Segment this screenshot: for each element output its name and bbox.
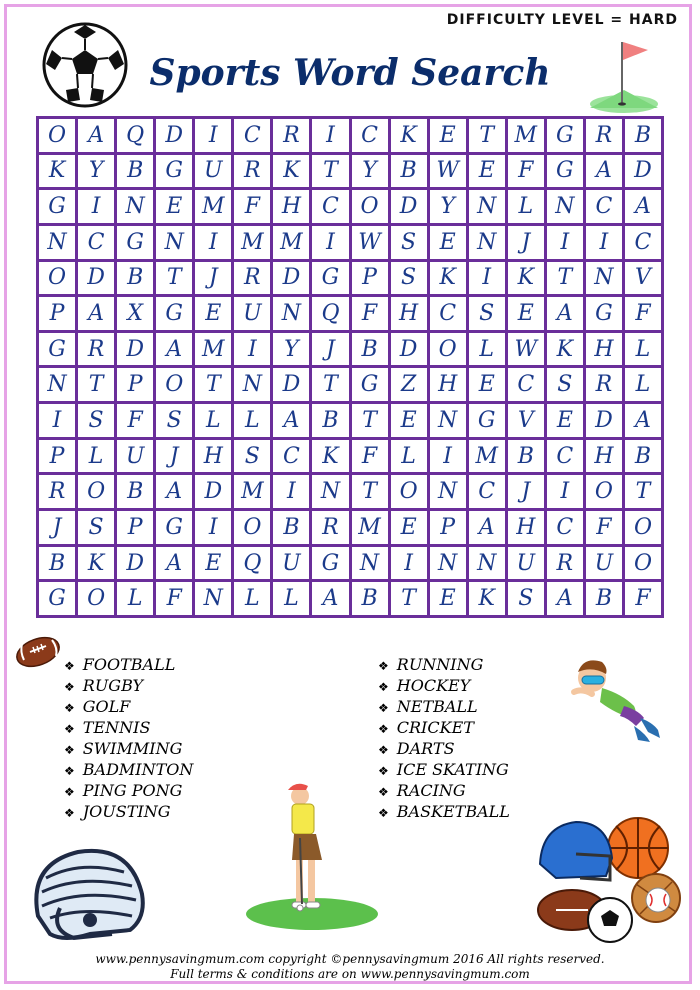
grid-cell: T — [352, 475, 388, 508]
grid-cell: Q — [117, 119, 153, 152]
grid-cell: M — [195, 190, 231, 223]
grid-cell: D — [78, 262, 114, 295]
grid-cell: E — [469, 368, 505, 401]
word-list-item — [64, 654, 193, 675]
grid-cell: E — [391, 404, 427, 437]
grid-cell: S — [78, 511, 114, 544]
grid-cell: G — [547, 155, 583, 188]
grid-cell: D — [117, 547, 153, 580]
word-list-item — [378, 801, 510, 822]
word-search-grid — [36, 116, 664, 618]
grid-cell: O — [39, 119, 75, 152]
grid-cell: T — [352, 404, 388, 437]
grid-cell: C — [547, 511, 583, 544]
grid-cell: N — [273, 297, 309, 330]
grid-cell: U — [586, 547, 622, 580]
word-label: FOOTBALL — [82, 655, 176, 674]
grid-cell: N — [39, 368, 75, 401]
grid-cell: S — [391, 226, 427, 259]
grid-cell: B — [391, 155, 427, 188]
grid-cell: T — [312, 368, 348, 401]
bullet-icon: ❖ — [64, 659, 75, 673]
grid-cell: H — [391, 297, 427, 330]
grid-cell: N — [547, 190, 583, 223]
grid-cell: G — [39, 582, 75, 615]
grid-cell: N — [39, 226, 75, 259]
grid-cell: T — [156, 262, 192, 295]
word-list-left — [64, 654, 193, 822]
bullet-icon: ❖ — [378, 785, 389, 799]
grid-cell: F — [234, 190, 270, 223]
grid-cell: K — [469, 582, 505, 615]
bullet-icon: ❖ — [378, 659, 389, 673]
grid-cell: M — [352, 511, 388, 544]
grid-cell: C — [234, 119, 270, 152]
bullet-icon: ❖ — [64, 785, 75, 799]
grid-cell: G — [156, 511, 192, 544]
bullet-icon: ❖ — [378, 701, 389, 715]
grid-cell: O — [391, 475, 427, 508]
word-list-item — [64, 759, 193, 780]
bullet-icon: ❖ — [64, 680, 75, 694]
word-list-item — [64, 738, 193, 759]
grid-cell: B — [273, 511, 309, 544]
word-label: ICE SKATING — [396, 760, 509, 779]
grid-cell: D — [156, 119, 192, 152]
grid-cell: R — [234, 262, 270, 295]
grid-cell: A — [78, 297, 114, 330]
word-label: RACING — [396, 781, 466, 800]
grid-cell: I — [195, 511, 231, 544]
grid-cell: E — [430, 226, 466, 259]
grid-cell: S — [391, 262, 427, 295]
word-label: SWIMMING — [82, 739, 183, 758]
grid-cell: K — [312, 440, 348, 473]
grid-cell: N — [430, 547, 466, 580]
grid-cell: U — [234, 297, 270, 330]
grid-cell: W — [508, 333, 544, 366]
grid-cell: K — [391, 119, 427, 152]
grid-cell: B — [508, 440, 544, 473]
grid-cell: O — [352, 190, 388, 223]
grid-cell: S — [469, 297, 505, 330]
grid-cell: I — [547, 226, 583, 259]
grid-cell: H — [586, 333, 622, 366]
grid-cell: C — [352, 119, 388, 152]
grid-cell: P — [117, 368, 153, 401]
word-list-item — [64, 717, 193, 738]
grid-cell: B — [117, 155, 153, 188]
grid-cell: B — [117, 475, 153, 508]
bullet-icon: ❖ — [64, 743, 75, 757]
bullet-icon: ❖ — [64, 806, 75, 820]
grid-cell: C — [547, 440, 583, 473]
grid-cell: L — [195, 404, 231, 437]
grid-cell: A — [78, 119, 114, 152]
word-list-item — [64, 696, 193, 717]
grid-cell: C — [508, 368, 544, 401]
grid-cell: L — [117, 582, 153, 615]
word-label: BADMINTON — [82, 760, 194, 779]
grid-cell: T — [312, 155, 348, 188]
word-list-item — [64, 780, 193, 801]
grid-cell: P — [39, 297, 75, 330]
grid-cell: I — [273, 475, 309, 508]
grid-cell: I — [547, 475, 583, 508]
grid-cell: F — [117, 404, 153, 437]
grid-cell: U — [273, 547, 309, 580]
grid-cell: M — [234, 226, 270, 259]
grid-cell: D — [391, 333, 427, 366]
grid-cell: E — [430, 582, 466, 615]
grid-cell: G — [586, 297, 622, 330]
bullet-icon: ❖ — [64, 701, 75, 715]
grid-cell: O — [234, 511, 270, 544]
grid-cell: I — [586, 226, 622, 259]
word-list-item — [378, 738, 510, 759]
grid-cell: N — [430, 475, 466, 508]
grid-cell: O — [39, 262, 75, 295]
grid-cell: C — [312, 190, 348, 223]
bullet-icon: ❖ — [378, 806, 389, 820]
grid-cell: R — [586, 119, 622, 152]
grid-cell: L — [625, 333, 661, 366]
page-title: Sports Word Search — [149, 52, 551, 94]
grid-cell: C — [430, 297, 466, 330]
grid-cell: P — [430, 511, 466, 544]
word-list-item — [378, 675, 510, 696]
grid-cell: M — [234, 475, 270, 508]
grid-cell: F — [156, 582, 192, 615]
grid-cell: I — [312, 119, 348, 152]
grid-cell: T — [195, 368, 231, 401]
grid-cell: D — [391, 190, 427, 223]
grid-cell: Y — [273, 333, 309, 366]
grid-cell: J — [508, 475, 544, 508]
grid-cell: L — [508, 190, 544, 223]
grid-cell: O — [156, 368, 192, 401]
grid-cell: H — [430, 368, 466, 401]
word-list-item — [378, 654, 510, 675]
bullet-icon: ❖ — [64, 764, 75, 778]
grid-cell: Y — [78, 155, 114, 188]
grid-cell: L — [391, 440, 427, 473]
word-label: RUNNING — [396, 655, 484, 674]
word-label: BASKETBALL — [396, 802, 510, 821]
grid-cell: N — [117, 190, 153, 223]
grid-cell: O — [78, 475, 114, 508]
grid-cell: A — [156, 475, 192, 508]
grid-cell: E — [547, 404, 583, 437]
footer-copyright: www.pennysavingmum.com copyright ©pennysavingmum 2016 All rights reserved. — [95, 952, 605, 966]
grid-cell: M — [195, 333, 231, 366]
grid-cell: G — [156, 155, 192, 188]
grid-cell: L — [234, 582, 270, 615]
grid-cell: L — [469, 333, 505, 366]
grid-cell: C — [273, 440, 309, 473]
grid-cell: B — [586, 582, 622, 615]
grid-cell: T — [391, 582, 427, 615]
word-list-item — [378, 696, 510, 717]
grid-cell: A — [625, 404, 661, 437]
grid-cell: G — [156, 297, 192, 330]
word-list-right — [378, 654, 510, 822]
grid-cell: M — [273, 226, 309, 259]
grid-cell: N — [469, 226, 505, 259]
grid-cell: E — [156, 190, 192, 223]
grid-cell: E — [469, 155, 505, 188]
word-label: CRICKET — [396, 718, 474, 737]
grid-cell: C — [586, 190, 622, 223]
grid-cell: P — [39, 440, 75, 473]
grid-cell: A — [273, 404, 309, 437]
grid-cell: J — [156, 440, 192, 473]
grid-cell: V — [625, 262, 661, 295]
grid-cell: I — [195, 226, 231, 259]
grid-cell: N — [234, 368, 270, 401]
grid-cell: A — [156, 333, 192, 366]
grid-cell: P — [117, 511, 153, 544]
grid-cell: A — [586, 155, 622, 188]
grid-cell: A — [469, 511, 505, 544]
grid-cell: A — [547, 582, 583, 615]
grid-cell: K — [508, 262, 544, 295]
grid-cell: Y — [430, 190, 466, 223]
word-label: RUGBY — [82, 676, 144, 695]
word-list-item — [378, 759, 510, 780]
grid-cell: S — [156, 404, 192, 437]
grid-cell: E — [508, 297, 544, 330]
grid-cell: T — [547, 262, 583, 295]
bullet-icon: ❖ — [378, 764, 389, 778]
grid-cell: R — [78, 333, 114, 366]
footer-terms: Full terms & conditions are on www.pennysavingmum.com — [170, 967, 530, 981]
grid-cell: G — [117, 226, 153, 259]
grid-cell: F — [508, 155, 544, 188]
grid-cell: E — [195, 297, 231, 330]
grid-cell: I — [312, 226, 348, 259]
golfer-icon — [244, 778, 380, 930]
bullet-icon: ❖ — [64, 722, 75, 736]
grid-cell: G — [312, 262, 348, 295]
grid-cell: S — [508, 582, 544, 615]
grid-cell: G — [312, 547, 348, 580]
grid-cell: I — [391, 547, 427, 580]
grid-cell: L — [234, 404, 270, 437]
grid-cell: F — [586, 511, 622, 544]
grid-cell: R — [234, 155, 270, 188]
grid-cell: S — [547, 368, 583, 401]
grid-cell: V — [508, 404, 544, 437]
grid-cell: K — [430, 262, 466, 295]
grid-cell: A — [547, 297, 583, 330]
grid-cell: S — [78, 404, 114, 437]
grid-cell: X — [117, 297, 153, 330]
grid-cell: W — [430, 155, 466, 188]
grid-cell: B — [352, 333, 388, 366]
grid-cell: Q — [312, 297, 348, 330]
grid-cell: S — [234, 440, 270, 473]
grid-cell: C — [469, 475, 505, 508]
grid-cell: W — [352, 226, 388, 259]
grid-cell: H — [586, 440, 622, 473]
grid-cell: Y — [352, 155, 388, 188]
word-label: GOLF — [82, 697, 131, 716]
grid-cell: K — [39, 155, 75, 188]
grid-cell: O — [625, 511, 661, 544]
grid-cell: Q — [234, 547, 270, 580]
grid-cell: M — [469, 440, 505, 473]
word-label: HOCKEY — [396, 676, 471, 695]
grid-cell: N — [352, 547, 388, 580]
difficulty-label: DIFFICULTY LEVEL = HARD — [446, 12, 678, 28]
grid-cell: K — [547, 333, 583, 366]
grid-cell: N — [156, 226, 192, 259]
grid-cell: H — [195, 440, 231, 473]
grid-cell: A — [625, 190, 661, 223]
grid-cell: F — [352, 297, 388, 330]
grid-cell: O — [586, 475, 622, 508]
word-label: JOUSTING — [82, 802, 171, 821]
grid-cell: F — [625, 297, 661, 330]
grid-cell: E — [195, 547, 231, 580]
grid-cell: L — [273, 582, 309, 615]
word-label: NETBALL — [396, 697, 478, 716]
grid-cell: B — [625, 119, 661, 152]
grid-cell: J — [508, 226, 544, 259]
grid-cell: E — [391, 511, 427, 544]
grid-cell: L — [78, 440, 114, 473]
grid-cell: N — [430, 404, 466, 437]
grid-cell: B — [117, 262, 153, 295]
grid-cell: D — [586, 404, 622, 437]
grid-cell: A — [156, 547, 192, 580]
grid-cell: O — [625, 547, 661, 580]
grid-cell: R — [312, 511, 348, 544]
grid-cell: Z — [391, 368, 427, 401]
grid-cell: J — [39, 511, 75, 544]
word-label: TENNIS — [82, 718, 151, 737]
grid-cell: I — [234, 333, 270, 366]
word-list-item — [64, 801, 193, 822]
grid-cell: R — [586, 368, 622, 401]
grid-cell: I — [469, 262, 505, 295]
american-football-icon — [14, 632, 62, 672]
grid-cell: D — [273, 368, 309, 401]
grid-cell: B — [352, 582, 388, 615]
grid-cell: I — [39, 404, 75, 437]
grid-cell: H — [508, 511, 544, 544]
grid-cell: T — [78, 368, 114, 401]
grid-cell: E — [430, 119, 466, 152]
grid-cell: J — [312, 333, 348, 366]
grid-cell: C — [625, 226, 661, 259]
grid-cell: G — [39, 333, 75, 366]
grid-cell: D — [625, 155, 661, 188]
bullet-icon: ❖ — [378, 743, 389, 757]
grid-cell: U — [508, 547, 544, 580]
grid-cell: L — [625, 368, 661, 401]
grid-cell: G — [547, 119, 583, 152]
grid-cell: I — [78, 190, 114, 223]
bullet-icon: ❖ — [378, 680, 389, 694]
grid-cell: B — [312, 404, 348, 437]
grid-cell: I — [195, 119, 231, 152]
grid-cell: R — [273, 119, 309, 152]
word-list-item — [378, 717, 510, 738]
grid-cell: T — [625, 475, 661, 508]
bullet-icon: ❖ — [378, 722, 389, 736]
grid-cell: M — [508, 119, 544, 152]
grid-cell: N — [586, 262, 622, 295]
grid-cell: R — [39, 475, 75, 508]
grid-cell: T — [469, 119, 505, 152]
grid-cell: D — [273, 262, 309, 295]
grid-cell: J — [195, 262, 231, 295]
word-list-item — [378, 780, 510, 801]
grid-cell: N — [469, 190, 505, 223]
swimmer-icon — [562, 648, 670, 744]
grid-cell: G — [469, 404, 505, 437]
grid-cell: U — [195, 155, 231, 188]
grid-cell: F — [352, 440, 388, 473]
grid-cell: H — [273, 190, 309, 223]
grid-cell: I — [430, 440, 466, 473]
grid-cell: C — [78, 226, 114, 259]
grid-cell: O — [78, 582, 114, 615]
grid-cell: O — [430, 333, 466, 366]
grid-cell: P — [352, 262, 388, 295]
grid-cell: K — [273, 155, 309, 188]
grid-cell: G — [39, 190, 75, 223]
grid-cell: K — [78, 547, 114, 580]
grid-cell: B — [39, 547, 75, 580]
grid-cell: N — [195, 582, 231, 615]
football-helmet-icon — [20, 838, 152, 950]
grid-cell: A — [312, 582, 348, 615]
word-list-item — [64, 675, 193, 696]
grid-cell: N — [469, 547, 505, 580]
grid-cell: U — [117, 440, 153, 473]
grid-cell: B — [625, 440, 661, 473]
grid-cell: G — [352, 368, 388, 401]
grid-cell: F — [625, 582, 661, 615]
word-label: DARTS — [396, 739, 455, 758]
grid-cell: R — [547, 547, 583, 580]
grid-cell: N — [312, 475, 348, 508]
grid-cell: D — [117, 333, 153, 366]
grid-cell: D — [195, 475, 231, 508]
word-label: PING PONG — [82, 781, 183, 800]
sports-balls-icon — [536, 814, 686, 946]
